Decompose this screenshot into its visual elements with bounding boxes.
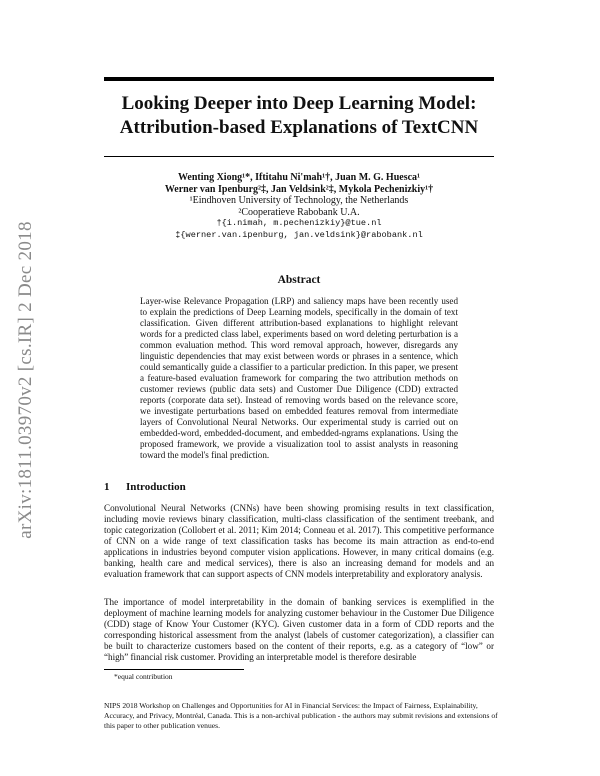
section-number: 1	[104, 481, 110, 493]
email-1: †{i.nimah, m.pechenizkiy}@tue.nl	[216, 218, 382, 228]
author-block	[104, 172, 494, 241]
paper-title	[104, 92, 494, 140]
abstract-heading: Abstract	[277, 274, 321, 286]
title-line-1: Looking Deeper into Deep Learning Model:	[121, 93, 477, 114]
affiliation-1: ¹Eindhoven University of Technology, the Netherlands	[189, 195, 409, 206]
abstract-body: Layer-wise Relevance Propagation (LRP) and saliency maps have been recently used to explain the predictions of Deep Learning models, specifically in the domain of text classification. Given different attribution-based explanations to highlight relevant words for a predicted class label, experiments based on word deleting perturbation is a common evaluation method. This word removal approach, however, disregards any linguistic dependencies that may exist between words or phrases in a sentence, which could semantically guide a classifier to a particular prediction. In this paper, we present a feature-based evaluation framework for comparing the two attribution methods on customer reviews (public data sets) and Customer Due Diligence (CDD) extracted reports (corporate data set). Instead of removing words based on the relevance score, we investigate perturbations based on embedded features removal from intermediate layers of Convolutional Neural Networks. Our experimental study is carried out on embedded-word, embedded-document, and embedded-ngrams explanations. Using the proposed framework, we provide a visualization tool to assist analysts in reasoning toward the model's final prediction.	[140, 296, 458, 460]
arxiv-stamp	[6, 195, 46, 565]
arxiv-stamp-text: arXiv:1811.03970v2 [cs.IR] 2 Dec 2018	[15, 221, 37, 539]
affiliation-2: ²Cooperatieve Rabobank U.A.	[238, 206, 360, 218]
section-title: Introduction	[126, 481, 186, 493]
intro-paragraph-2: The importance of model interpretability in the domain of banking services is exemplified in the deployment of machine learning models for analyzing customer behaviour in the Customer Due Diligence (CDD) stage of Know Your Customer (KYC). Given customer data in a form of CDD reports and the corresponding historical assessment from the analyst (labels of customer categorization), a classifier can be built to characterize customers based on the content of their reports, e.g. as a category of “low” or “high” financial risk customer. Providing an interpretable model is therefore desirable	[104, 597, 494, 662]
footnote-rule	[104, 669, 244, 670]
section-heading-introduction	[104, 481, 186, 493]
title-rule-bottom	[104, 156, 494, 157]
footnote: *equal contribution	[114, 672, 173, 681]
venue-note: NIPS 2018 Workshop on Challenges and Opportunities for AI in Financial Services: the Impact of Fairness, Explainability, Accuracy, and Privacy, Montréal, Canada. This is a non-archival publication - the authors may submit revisions and extensions of this paper to other publication venues.	[104, 701, 498, 730]
author-line-2: Werner van Ipenburg²‡, Jan Veldsink²‡, Mykola Pechenizkiy¹†	[164, 183, 434, 195]
title-line-2: Attribution-based Explanations of TextCNN	[119, 117, 479, 138]
author-line-1: Wenting Xiong¹*, Iftitahu Ni'mah¹†, Juan M. G. Huesca¹	[177, 172, 421, 183]
title-rule-top	[104, 77, 494, 81]
email-2: ‡{werner.van.ipenburg, jan.veldsink}@rabobank.nl	[175, 229, 423, 240]
intro-paragraph-1: Convolutional Neural Networks (CNNs) have been showing promising results in text classification, including movie reviews binary classification, multi-class classification of the sentiment treebank, and topic categorization (Collobert et al. 2011; Kim 2014; Conneau et al. 2017). This competitive performance of CNN on a wide range of text classification tasks has become its main attraction as end-to-end applications in industries beyond computer vision applications. However, in many critical domains (e.g. banking, health care and medical services), there is also an increasing demand for models and an evaluation framework that can support aspects of CNN models interpretability and exploratory analysis.	[104, 503, 494, 579]
